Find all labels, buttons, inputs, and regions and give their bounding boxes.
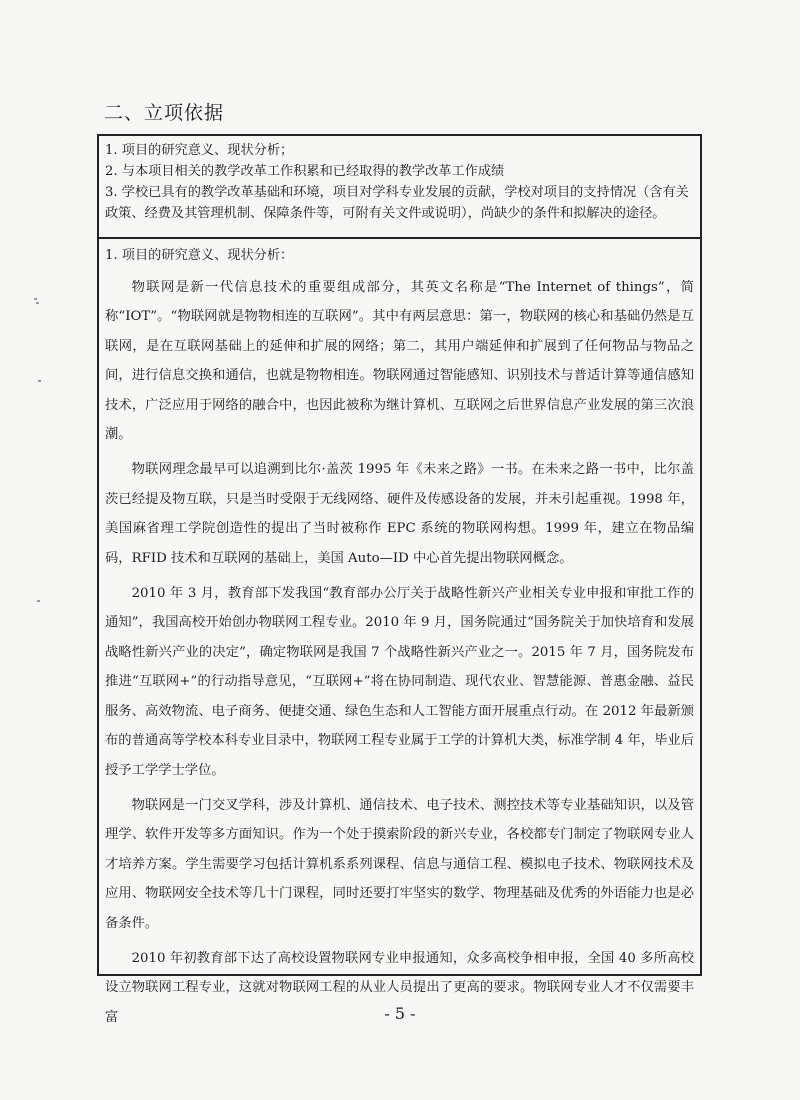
scan-mark [37,600,40,602]
scan-mark [36,302,39,304]
paragraph: 2010 年初教育部下达了高校设置物联网专业申报通知，众多高校争相申报，全国 40 多所高校设立物联网工程专业，这就对物联网工程的从业人员提出了更高的要求。物联网专业人才不仅需要丰富 [105,950,694,1025]
scan-mark [38,380,41,382]
body-heading: 1. 项目的研究意义、现状分析： [105,248,294,263]
body-box [99,239,700,1025]
paragraph: 物联网是一门交叉学科，涉及计算机、通信技术、电子技术、测控技术等专业基础知识，以及管理学、软件开发等多方面知识。作为一个处于摸索阶段的新兴专业，各校都专门制定了物联网专业人才培养方案。学生需要学习包括计算机系系列课程、信息与通信工程、模拟电子技术、物联网技术及应用、物联网安全技术等几十门课程，同时还要打牢坚实的数学、物理基础及优秀的外语能力也是必备条件。 [105,797,694,931]
content-frame [97,134,702,1025]
criteria-item: 3. 学校已具有的教学改革基础和环境，项目对学科专业发展的贡献，学校对项目的支持情况（含有关政策、经费及其管理机制、保障条件等，可附有关文件或说明），尚缺少的条件和拟解决的途径。 [105,185,689,221]
criteria-item: 2. 与本项目相关的教学改革工作积累和已经取得的教学改革工作成绩 [105,164,505,179]
paragraph: 物联网是新一代信息技术的重要组成部分，其英文名称是“The Internet of things”，简称“IOT”。“物联网就是物物相连的互联网”。其中有两层意思：第一，物联网的核心和基础仍然是互联网，是在互联网基础上的延伸和扩展的网络；第二，其用户端延伸和扩展到了任何物品与物品之间，进行信息交换和通信，也就是物物相连。物联网通过智能感知、识别技术与普适计算等通信感知技术，广泛应用于网络的融合中，也因此被称为继计算机、互联网之后世界信息产业发展的第三次浪潮。 [105,280,694,443]
paragraph: 物联网理念最早可以追溯到比尔·盖茨 1995 年《未来之路》一书。在未来之路一书中，比尔盖茨已经提及物互联，只是当时受限于无线网络、硬件及传感设备的发展，并未引起重视。1998 年，美国麻省理工学院创造性的提出了当时被称作 EPC 系统的物联网构想。1999 年，建立在物品编码，RFID 技术和互联网的基础上，美国 Auto—ID 中心首先提出物联网概念。 [105,462,694,566]
page-number: - 5 - [384,1004,416,1023]
section-heading: 二、立项依据 [104,102,225,124]
scan-mark [34,298,37,300]
paragraph: 2010 年 3 月，教育部下发我国“教育部办公厅关于战略性新兴产业相关专业申报和审批工作的通知”，我国高校开始创办物联网工程专业。2010 年 9 月，国务院通过“国务院关于加快培育和发展战略性新兴产业的决定”，确定物联网是我国 7 个战略性新兴产业之一。2015 年 7 月，国务院发布推进“互联网+”的行动指导意见，“互联网+”将在协同制造、现代农业、智慧能源、普惠金融、益民服务、高效物流、电子商务、便捷交通、绿色生态和人工智能方面开展重点行动。在 2012 年最新颁布的普通高等学校本科专业目录中，物联网工程专业属于工学的计算机大类，标准学制 4 年，毕业后授予工学学士学位。 [105,586,694,778]
criteria-item: 1. 项目的研究意义、现状分析； [105,143,294,158]
criteria-box [99,136,700,239]
